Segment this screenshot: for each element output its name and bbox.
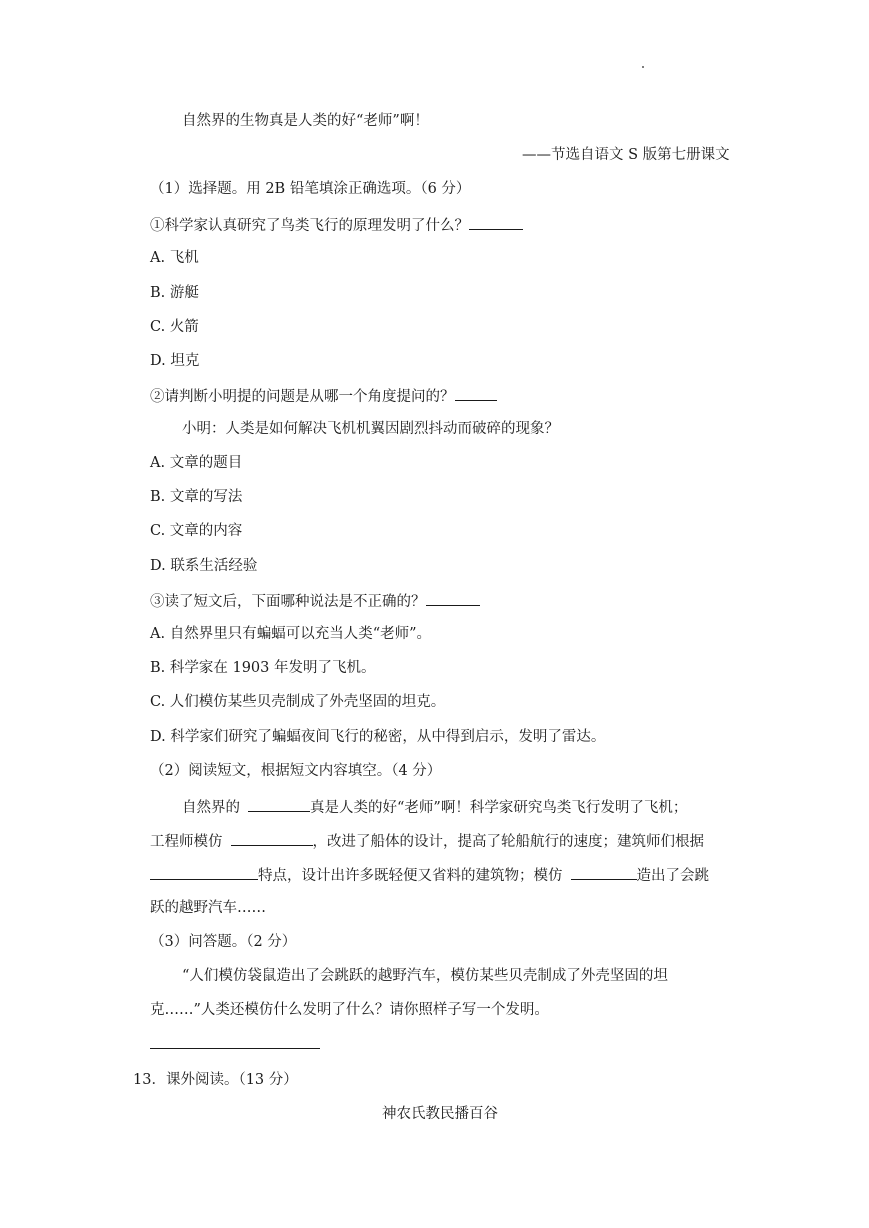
- source-citation: ——节选自语文 S 版第七册课文: [522, 147, 730, 163]
- part2-line-1-end: 真是人类的好“老师”啊！科学家研究鸟类飞行发明了飞机；: [310, 800, 688, 816]
- part2-line-2-end: ，改进了船体的设计，提高了轮船航行的速度；建筑师们根据: [312, 834, 704, 850]
- part3-heading: （3）问答题。（2 分）: [150, 934, 297, 950]
- q1-question-text: ①科学家认真研究了鸟类飞行的原理发明了什么？: [150, 218, 469, 234]
- fill-blank-2[interactable]: [231, 830, 313, 846]
- q1-question: [150, 214, 523, 236]
- fill-blank-3[interactable]: [150, 864, 258, 880]
- q2-option-b: B. 文章的写法: [150, 489, 243, 505]
- part2-heading: （2）阅读短文，根据短文内容填空。（4 分）: [150, 763, 442, 779]
- q2-option-a: A. 文章的题目: [150, 455, 243, 471]
- q2-answer-blank[interactable]: [455, 385, 497, 401]
- part1-heading: （1）选择题。用 2B 铅笔填涂正确选项。（6 分）: [150, 181, 471, 197]
- q3-option-b: B. 科学家在 1903 年发明了飞机。: [150, 660, 376, 676]
- q13-heading: 13．课外阅读。（13 分）: [133, 1072, 298, 1088]
- q3-option-c: C. 人们模仿某些贝壳制成了外壳坚固的坦克。: [150, 694, 446, 710]
- scan-dot: [642, 66, 644, 68]
- intro-text: 自然界的生物真是人类的好“老师”啊！: [182, 113, 429, 129]
- part2-line-3: [150, 864, 709, 886]
- reading-title: 神农氏教民播百谷: [382, 1106, 498, 1122]
- q3-option-d: D. 科学家们研究了蝙蝠夜间飞行的秘密，从中得到启示，发明了雷达。: [150, 729, 606, 745]
- q1-option-a: A. 飞机: [150, 250, 199, 266]
- q1-option-d: D. 坦克: [150, 353, 200, 369]
- q1-option-c: C. 火箭: [150, 319, 199, 335]
- q3-option-a: A. 自然界里只有蝙蝠可以充当人类“老师”。: [150, 626, 432, 642]
- part2-line-2-start: 工程师模仿: [150, 834, 223, 850]
- fill-blank-4[interactable]: [571, 864, 637, 880]
- q3-question-text: ③读了短文后，下面哪种说法是不正确的？: [150, 594, 426, 610]
- part2-line-2: [150, 830, 704, 852]
- part2-line-3-end: 造出了会跳: [636, 868, 709, 884]
- part2-line-1: [182, 796, 687, 818]
- q2-option-c: C. 文章的内容: [150, 523, 243, 539]
- part2-line-1-start: 自然界的: [182, 800, 240, 816]
- q2-question-text: ②请判断小明提的问题是从哪一个角度提问的？: [150, 389, 455, 405]
- part3-line-2: 克……”人类还模仿什么发明了什么？请你照样子写一个发明。: [150, 1002, 549, 1018]
- q1-option-b: B. 游艇: [150, 285, 199, 301]
- part3-line-1: “人们模仿袋鼠造出了会跳跃的越野汽车，模仿某些贝壳制成了外壳坚固的坦: [182, 968, 668, 984]
- part3-answer-line[interactable]: [150, 1048, 320, 1049]
- q3-question: [150, 590, 480, 612]
- q2-question: [150, 385, 497, 407]
- q1-answer-blank[interactable]: [469, 214, 523, 230]
- fill-blank-1[interactable]: [248, 796, 310, 812]
- q2-prompt: 小明：人类是如何解决飞机机翼因剧烈抖动而破碎的现象？: [182, 421, 559, 437]
- q3-answer-blank[interactable]: [426, 590, 480, 606]
- q2-option-d: D. 联系生活经验: [150, 558, 258, 574]
- part2-line-4: 跃的越野汽车……: [150, 900, 266, 916]
- part2-line-3-start: 特点，设计出许多既轻便又省料的建筑物；模仿: [258, 868, 563, 884]
